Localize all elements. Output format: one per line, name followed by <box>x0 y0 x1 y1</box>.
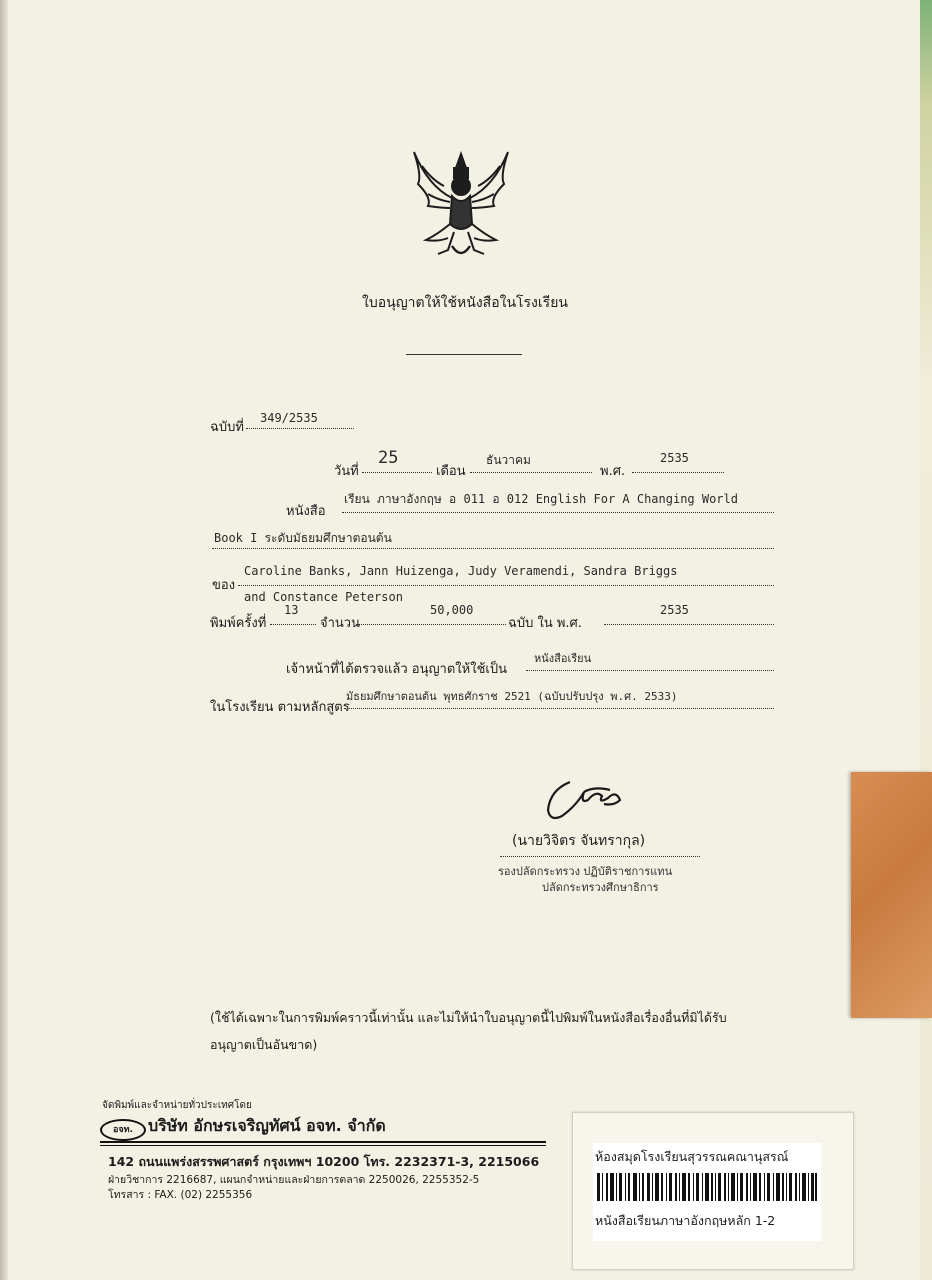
book-dotted-line-2 <box>212 548 774 549</box>
barcode-icon <box>597 1173 817 1201</box>
publisher-departments: ฝ่ายวิชาการ 2216687, แผนกจำหน่ายและฝ่ายการตลาด 2250026, 2255352-5 <box>108 1174 480 1186</box>
curriculum-dotted-line <box>344 708 774 709</box>
approval-label: เจ้าหน้าที่ได้ตรวจแล้ว อนุญาตให้ใช้เป็น <box>286 662 507 677</box>
approval-value: หนังสือเรียน <box>534 652 592 665</box>
usage-note: (ใช้ได้เฉพาะในการพิมพ์คราวนี้เท่านั้น และไม่ให้นำใบอนุญาตนี้ไปพิมพ์ในหนังสือเรื่องอื่นที่มิได้รับอนุญาตเป็นอันขาด) <box>210 1010 727 1052</box>
publisher-rule-thick <box>100 1141 546 1143</box>
copies-label: ฉบับ ใน พ.ศ. <box>508 616 582 631</box>
year-dotted-line <box>632 472 724 473</box>
book-label: หนังสือ <box>286 504 326 519</box>
signatory-name: (นายวิจิตร จันทรากุล) <box>512 833 646 849</box>
month-value: ธันวาคม <box>486 453 531 467</box>
issue-label: ฉบับที่ <box>210 420 244 435</box>
day-dotted-line <box>362 472 432 473</box>
publisher-address: 142 ถนนแพร่งสรรพศาสตร์ กรุงเทพฯ 10200 โทร. 2232371-3, 2215066 <box>108 1154 540 1169</box>
approval-dotted-line <box>526 670 774 671</box>
quantity-label: จำนวน <box>320 616 360 631</box>
book-dotted-line-1 <box>342 512 774 513</box>
curriculum-label: ในโรงเรียน ตามหลักสูตร <box>210 700 350 715</box>
month-label: เดือน <box>436 464 466 479</box>
author-dotted-line <box>238 585 774 586</box>
book-spine-edge <box>920 0 932 1280</box>
quantity-value: 50,000 <box>430 603 474 617</box>
year-label: พ.ศ. <box>600 464 626 479</box>
signatory-dotted-line <box>500 856 700 857</box>
book-title-line-2: Book I ระดับมัธยมศึกษาตอนต้น <box>214 531 392 545</box>
day-label: วันที่ <box>334 464 359 479</box>
library-book-title: หนังสือเรียนภาษาอังกฤษหลัก 1-2 <box>595 1213 776 1228</box>
library-sticker <box>572 1112 854 1270</box>
print-year-dotted-line <box>604 624 774 625</box>
publisher-fax: โทรสาร : FAX. (02) 2255356 <box>108 1189 253 1201</box>
day-value: 25 <box>378 448 399 468</box>
issue-value: 349/2535 <box>260 411 318 425</box>
author-label: ของ <box>212 578 236 593</box>
publisher-name: บริษัท อักษรเจริญทัศน์ อจท. จำกัด <box>148 1116 386 1135</box>
quantity-dotted-line <box>356 624 506 625</box>
library-label <box>593 1143 821 1241</box>
month-dotted-line <box>470 472 592 473</box>
publisher-intro: จัดพิมพ์และจำหน่ายทั่วประเทศโดย <box>102 1100 252 1111</box>
handwritten-signature-icon <box>540 770 640 830</box>
year-value: 2535 <box>660 451 689 465</box>
publisher-rule-thin <box>100 1145 546 1146</box>
library-name: ห้องสมุดโรงเรียนสุวรรณคณานุสรณ์ <box>595 1149 789 1164</box>
issue-dotted-line <box>246 428 354 429</box>
adhesive-tape <box>851 772 932 1018</box>
edition-value: 13 <box>284 603 299 617</box>
book-title-line-1: เรียน ภาษาอังกฤษ อ 011 อ 012 English For A Changing World <box>344 492 738 506</box>
publisher-logo: อจท. <box>100 1119 146 1141</box>
print-year-value: 2535 <box>660 603 689 617</box>
author-line-1: Caroline Banks, Jann Huizenga, Judy Veramendi, Sandra Briggs <box>244 564 678 578</box>
garuda-emblem-icon <box>408 146 514 262</box>
edition-dotted-line <box>270 624 316 625</box>
edition-label: พิมพ์ครั้งที่ <box>210 616 267 631</box>
signatory-position-1: รองปลัดกระทรวง ปฏิบัติราชการแทน <box>498 865 673 878</box>
author-line-2: and Constance Peterson <box>244 590 403 604</box>
title-underline <box>406 354 522 355</box>
signatory-position-2: ปลัดกระทรวงศึกษาธิการ <box>542 881 659 894</box>
page-left-edge <box>0 0 8 1280</box>
curriculum-value: มัธยมศึกษาตอนต้น พุทธศักราช 2521 (ฉบับปรับปรุง พ.ศ. 2533) <box>346 690 678 703</box>
document-title: ใบอนุญาตให้ใช้หนังสือในโรงเรียน <box>362 295 568 311</box>
